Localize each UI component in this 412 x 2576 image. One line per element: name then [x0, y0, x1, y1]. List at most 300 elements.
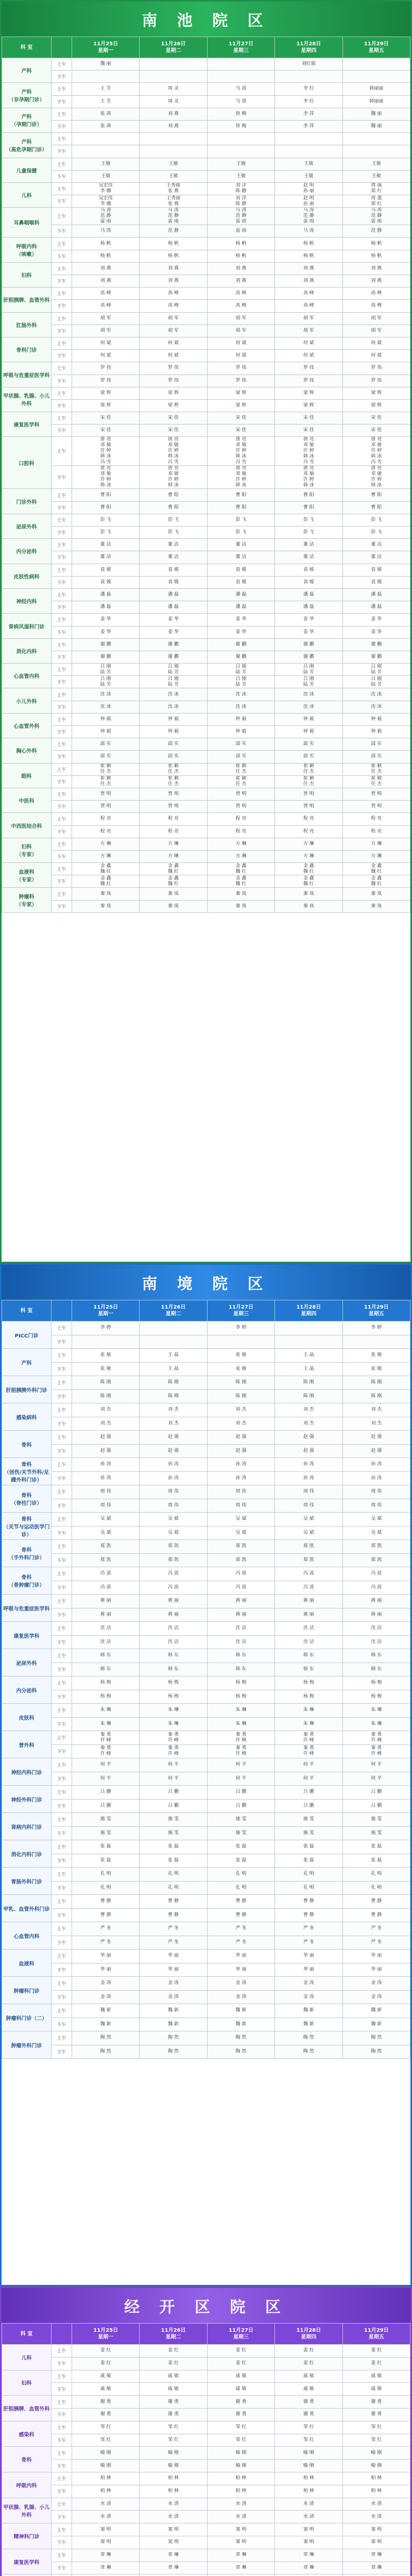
- doctor-cell: 胡 军: [140, 325, 207, 337]
- doctor-cell: 何 平: [140, 1772, 207, 1786]
- half-label: 上午: [52, 1813, 72, 1827]
- doctor-cell: 姜 红: [140, 2357, 207, 2370]
- doctor-cell: [275, 71, 342, 83]
- doctor-cell: 崔 颖 任 杰: [342, 763, 410, 775]
- half-label: 下午: [52, 1717, 72, 1731]
- doctor-cell: 马 涛: [275, 225, 342, 238]
- doctor-cell: 蒋 丽: [72, 1608, 140, 1622]
- half-label: 下午: [52, 1499, 72, 1513]
- half-label: 下午: [52, 1362, 72, 1376]
- doctor-cell: 刘 燕: [140, 120, 207, 132]
- doctor-cell: 何 斌: [342, 350, 410, 362]
- doctor-cell: [140, 1335, 207, 1349]
- table-row: [2, 2511, 410, 2523]
- table-row: [2, 1744, 410, 1758]
- doctor-cell: 潘 磊: [342, 601, 410, 614]
- doctor-cell: 韩 东: [207, 1649, 274, 1663]
- day-weekday: 星期四: [301, 1311, 317, 1317]
- doctor-cell: 潘 磊: [207, 601, 274, 614]
- table-row: [2, 238, 410, 250]
- table-row: [2, 1963, 410, 1977]
- column-header-half: [52, 37, 72, 58]
- dept-name: 妇科: [2, 2370, 52, 2396]
- half-label: 上午: [52, 489, 72, 501]
- doctor-cell: 陈 刚: [72, 1389, 140, 1403]
- doctor-cell: 张 磊: [342, 1854, 410, 1868]
- doctor-cell: 陶 然: [342, 2045, 410, 2059]
- doctor-cell: 刘 燕: [140, 108, 207, 120]
- doctor-cell: 陈 刚: [140, 1389, 207, 1403]
- column-header-day: [207, 1300, 274, 1321]
- doctor-cell: 董 洁: [342, 539, 410, 551]
- doctor-cell: 章 琳: [342, 2562, 410, 2574]
- table-row: [2, 801, 410, 813]
- doctor-cell: 曹 阳: [342, 489, 410, 501]
- dept-name: 骨科 （脊柱门诊）: [2, 1485, 52, 1513]
- table-row: [2, 1950, 410, 1963]
- doctor-cell: 吕 鹏: [275, 1799, 342, 1813]
- doctor-cell: 刘 杰: [342, 1403, 410, 1417]
- dept-name: 精神科门诊: [2, 2523, 52, 2549]
- day-date: 11月28日: [296, 1304, 321, 1310]
- doctor-cell: 戚 敏: [342, 2383, 410, 2396]
- doctor-cell: 刘红娟: [275, 58, 342, 71]
- doctor-cell: 彭 飞: [72, 527, 140, 539]
- doctor-cell: 贾 明: [72, 801, 140, 813]
- doctor-cell: 曹 静: [275, 1895, 342, 1909]
- doctor-cell: 喻 刚: [140, 2447, 207, 2460]
- half-label: 上午: [52, 1485, 72, 1499]
- doctor-cell: 胡 军: [72, 312, 140, 325]
- doctor-cell: 秦 岚: [140, 888, 207, 900]
- doctor-cell: 宋 佳: [72, 412, 140, 425]
- doctor-cell: 彭 飞: [140, 514, 207, 526]
- doctor-cell: 冯 波: [342, 1581, 410, 1595]
- half-label: 上午: [52, 638, 72, 651]
- doctor-cell: 张 磊: [342, 1840, 410, 1854]
- table-row: [2, 1977, 410, 1991]
- doctor-cell: 喻 刚: [72, 2460, 140, 2472]
- doctor-cell: 姜 华: [72, 626, 140, 638]
- half-label: 上午: [52, 564, 72, 576]
- doctor-cell: 吕 鹏: [342, 1799, 410, 1813]
- table-row: [2, 1786, 410, 1800]
- doctor-cell: 袁 媛: [207, 576, 274, 588]
- doctor-cell: 曹 阳: [140, 501, 207, 514]
- doctor-cell: 柏 林: [342, 2472, 410, 2485]
- doctor-cell: 吴 斌: [207, 1526, 274, 1540]
- doctor-cell: 邱 实: [140, 751, 207, 763]
- doctor-cell: 陶 然: [72, 2045, 140, 2059]
- doctor-cell: 罗 伟: [275, 362, 342, 375]
- doctor-cell: [140, 1321, 207, 1335]
- dept-name: 妇科 （专家）: [2, 838, 52, 862]
- doctor-cell: 李 萍: [275, 120, 342, 132]
- doctor-cell: [275, 1321, 342, 1335]
- doctor-cell: 彭 飞: [342, 527, 410, 539]
- doctor-cell: 邱 实: [342, 751, 410, 763]
- half-label: 上午: [52, 1349, 72, 1363]
- doctor-cell: 吕 刚 陆 芳: [275, 664, 342, 676]
- doctor-cell: 杨 梅: [72, 1676, 140, 1690]
- doctor-cell: 袁 媛: [342, 564, 410, 576]
- doctor-cell: 王敏: [275, 158, 342, 170]
- doctor-cell: 张 敏: [342, 1349, 410, 1363]
- column-header-day: [72, 1300, 140, 1321]
- doctor-cell: 严 冬: [72, 1922, 140, 1936]
- column-header-day: [140, 37, 207, 58]
- day-weekday: 星期一: [98, 2334, 114, 2340]
- half-label: 下午: [52, 676, 72, 688]
- doctor-cell: 梁 辉: [72, 399, 140, 412]
- doctor-cell: 潘 磊: [342, 588, 410, 601]
- doctor-cell: 姜 红: [140, 2345, 207, 2358]
- doctor-cell: 金 涛: [275, 1977, 342, 1991]
- doctor-cell: 吕 刚 陆 芳: [342, 676, 410, 688]
- doctor-cell: 杨 帆: [207, 250, 274, 262]
- half-label: 上午: [52, 437, 72, 466]
- dept-name: 泌尿外科: [2, 514, 52, 538]
- doctor-cell: 柏 林: [275, 2485, 342, 2498]
- doctor-cell: 曹 阳: [72, 489, 140, 501]
- doctor-cell: 贾 明: [140, 788, 207, 800]
- doctor-cell: 沈 冰: [72, 701, 140, 713]
- table-row: [2, 2408, 410, 2421]
- doctor-cell: 韩 东: [342, 1663, 410, 1676]
- table-row: [2, 1595, 410, 1608]
- doctor-cell: 华 丽: [207, 1963, 274, 1977]
- day-date: 11月28日: [296, 41, 321, 47]
- doctor-cell: 唐 亮 邓 敏 许 婷 韩 冰 冯 雪: [207, 437, 274, 466]
- dept-name: 门诊外科: [2, 489, 52, 514]
- table-row: [2, 133, 410, 145]
- doctor-cell: 杨 帆: [275, 250, 342, 262]
- doctor-cell: 谢 勇: [275, 2408, 342, 2421]
- half-label: 上午: [52, 182, 72, 195]
- doctor-cell: 姜 华: [140, 614, 207, 626]
- half-label: 上午: [52, 312, 72, 325]
- doctor-cell: [72, 133, 140, 145]
- doctor-cell: 沈 冰: [207, 688, 274, 701]
- doctor-cell: 谢 鹏: [140, 638, 207, 651]
- doctor-cell: 潘 磊: [140, 601, 207, 614]
- table-row: [2, 1663, 410, 1676]
- doctor-cell: 王敏: [72, 158, 140, 170]
- doctor-cell: 钟 毅: [342, 726, 410, 738]
- table-row: [2, 775, 410, 788]
- doctor-cell: 王敏: [342, 170, 410, 182]
- doctor-cell: 邹 红: [207, 2434, 274, 2447]
- table-row: [2, 1840, 410, 1854]
- doctor-cell: 秦 岚: [275, 900, 342, 912]
- table-row: [2, 1813, 410, 1827]
- half-label: 下午: [52, 825, 72, 838]
- half-label: 下午: [52, 501, 72, 514]
- doctor-cell: 刘 洋 陈 静: [207, 182, 274, 195]
- doctor-cell: 曹 阳: [72, 501, 140, 514]
- doctor-cell: 沈 洁: [342, 1622, 410, 1636]
- half-label: 上午: [52, 2345, 72, 2358]
- doctor-cell: 宋 佳: [140, 425, 207, 437]
- doctor-cell: 华 丽: [140, 1963, 207, 1977]
- dept-name: 肛肠外科: [2, 312, 52, 337]
- doctor-cell: 胡 军: [140, 312, 207, 325]
- doctor-cell: 华 丽: [72, 1950, 140, 1963]
- day-date: 11月29日: [364, 41, 389, 47]
- doctor-cell: [342, 145, 410, 158]
- half-label: 上午: [52, 588, 72, 601]
- doctor-cell: 张 磊: [275, 1854, 342, 1868]
- half-label: 下午: [52, 1663, 72, 1676]
- doctor-cell: 窦 明: [275, 2523, 342, 2536]
- doctor-cell: 李 婷: [342, 1321, 410, 1335]
- doctor-cell: 胡 军: [72, 325, 140, 337]
- dept-name: 儿童保健: [2, 158, 52, 182]
- doctor-cell: [140, 58, 207, 71]
- doctor-cell: 魏 丽: [342, 108, 410, 120]
- dept-name: 骨科 （手外科门诊）: [2, 1540, 52, 1567]
- doctor-cell: 华 丽: [342, 1950, 410, 1963]
- doctor-cell: 朱 琳: [140, 1704, 207, 1718]
- column-header-half: [52, 1300, 72, 1321]
- doctor-cell: 吕 刚 陆 芳: [72, 664, 140, 676]
- doctor-cell: 邹 红: [72, 2421, 140, 2434]
- doctor-cell: 孔 明: [207, 1868, 274, 1882]
- half-label: 上午: [52, 1704, 72, 1718]
- doctor-cell: 周 伟: [342, 1499, 410, 1513]
- doctor-cell: 杨 帆: [72, 238, 140, 250]
- table-row: [2, 1362, 410, 1376]
- half-label: 上午: [52, 2396, 72, 2409]
- doctor-cell: [342, 71, 410, 83]
- half-label: 下午: [52, 751, 72, 763]
- doctor-cell: 罗 伟: [140, 362, 207, 375]
- doctor-cell: 宋 佳: [207, 412, 274, 425]
- doctor-cell: 邹 红: [275, 2421, 342, 2434]
- table-row: [2, 1772, 410, 1786]
- table-row: [2, 1349, 410, 1363]
- doctor-cell: 魏 新: [72, 2018, 140, 2031]
- table-row: [2, 2004, 410, 2018]
- half-label: 上午: [52, 614, 72, 626]
- dept-name: 甲状腺、乳腺、小儿外科: [2, 387, 52, 412]
- half-label: 上午: [52, 1868, 72, 1882]
- half-label: 上午: [52, 58, 72, 71]
- doctor-cell: 梁 辉: [207, 399, 274, 412]
- doctor-cell: 孔 明: [275, 1868, 342, 1882]
- doctor-cell: 姜 红: [72, 2345, 140, 2358]
- half-label: 下午: [52, 576, 72, 588]
- doctor-cell: 秦 勇 许 峰: [72, 1744, 140, 1758]
- dept-name: 普外科: [2, 1731, 52, 1758]
- doctor-cell: 孙 涛: [140, 1458, 207, 1472]
- doctor-cell: 沈 冰: [140, 688, 207, 701]
- doctor-cell: 孙 涛: [275, 1471, 342, 1485]
- doctor-cell: 张 磊: [72, 1854, 140, 1868]
- doctor-cell: 刘 燕: [207, 275, 274, 287]
- doctor-cell: 窦 明: [140, 2523, 207, 2536]
- half-label: 上午: [52, 1786, 72, 1800]
- doctor-cell: 方 琳: [140, 838, 207, 850]
- campus-section-jingkaiqu: [0, 2286, 412, 2576]
- doctor-cell: 秦 岚: [207, 900, 274, 912]
- doctor-cell: 崔 颖 任 杰: [140, 763, 207, 775]
- doctor-cell: 钟 毅: [72, 713, 140, 725]
- doctor-cell: 杨 梅: [207, 1690, 274, 1704]
- doctor-cell: 何 斌: [72, 337, 140, 349]
- day-weekday: 星期二: [165, 1311, 181, 1317]
- doctor-cell: 谢 勇: [140, 2396, 207, 2409]
- doctor-cell: 刘 燕: [140, 275, 207, 287]
- doctor-cell: 郑 凯: [140, 1553, 207, 1567]
- doctor-cell: 魏 新: [342, 2004, 410, 2018]
- doctor-cell: 谢 鹏: [140, 651, 207, 663]
- half-label: 上午: [52, 539, 72, 551]
- table-row: [2, 1758, 410, 1772]
- doctor-cell: 窦 明: [72, 2523, 140, 2536]
- doctor-cell: 朱 琳: [342, 1704, 410, 1718]
- doctor-cell: 马 涛: [72, 225, 140, 238]
- table-row: [2, 1540, 410, 1554]
- doctor-cell: 陈 刚: [275, 1389, 342, 1403]
- doctor-cell: 邱 实: [72, 751, 140, 763]
- doctor-cell: 魏 新: [207, 2004, 274, 2018]
- doctor-cell: 吴 斌: [72, 1513, 140, 1527]
- doctor-cell: 柏 林: [72, 2485, 140, 2498]
- doctor-cell: 贾 明: [72, 788, 140, 800]
- doctor-cell: 李 红: [275, 83, 342, 95]
- half-label: 下午: [52, 225, 72, 238]
- doctor-cell: 杨 梅: [140, 1690, 207, 1704]
- doctor-cell: 沈 洁: [140, 1635, 207, 1649]
- header-row: [2, 2324, 410, 2345]
- day-date: 11月29日: [364, 2328, 389, 2333]
- doctor-cell: 刘 燕: [140, 262, 207, 275]
- doctor-cell: 沈 洁: [275, 1635, 342, 1649]
- doctor-cell: 韩 东: [140, 1663, 207, 1676]
- half-label: 上午: [52, 2472, 72, 2485]
- half-label: 下午: [52, 1690, 72, 1704]
- doctor-cell: 魏 新: [275, 2018, 342, 2031]
- doctor-cell: 王 晶: [140, 1362, 207, 1376]
- doctor-cell: 罗 伟: [207, 375, 274, 387]
- half-label: 下午: [52, 626, 72, 638]
- doctor-cell: 冯 波: [140, 1567, 207, 1581]
- doctor-cell: 谢 鹏: [72, 638, 140, 651]
- doctor-cell: 水 清: [207, 2511, 274, 2523]
- half-label: 上午: [52, 1950, 72, 1963]
- half-label: 上午: [52, 1595, 72, 1608]
- half-label: 上午: [52, 2370, 72, 2383]
- doctor-cell: 金 涛: [207, 1990, 274, 2004]
- doctor-cell: 高 峰: [140, 300, 207, 312]
- doctor-cell: 吕 刚 陆 芳: [207, 676, 274, 688]
- doctor-cell: 刘 燕: [342, 275, 410, 287]
- doctor-cell: 孔 明: [140, 1881, 207, 1895]
- doctor-cell: 姜 华: [342, 614, 410, 626]
- doctor-cell: 何 斌: [207, 337, 274, 349]
- doctor-cell: 曹 静: [207, 1908, 274, 1922]
- half-label: 上午: [52, 2421, 72, 2434]
- doctor-cell: 王敏: [72, 170, 140, 182]
- doctor-cell: 冯 波: [207, 1581, 274, 1595]
- doctor-cell: 严 冬: [207, 1936, 274, 1950]
- doctor-cell: 蒋 丽: [140, 1608, 207, 1622]
- half-label: 下午: [52, 527, 72, 539]
- doctor-cell: 金 鑫 魏 红: [207, 875, 274, 888]
- doctor-cell: 施 雯: [275, 1813, 342, 1827]
- doctor-cell: 马 茵: [207, 95, 274, 108]
- doctor-cell: 程 亮: [207, 813, 274, 825]
- table-row: [2, 325, 410, 337]
- doctor-cell: 冯 波: [72, 1567, 140, 1581]
- doctor-cell: 朱 琳: [72, 1704, 140, 1718]
- table-row: [2, 664, 410, 676]
- doctor-cell: 赵 明 孙 丽: [275, 182, 342, 195]
- doctor-cell: 方 琳: [275, 850, 342, 862]
- doctor-cell: [72, 71, 140, 83]
- doctor-cell: 窦 明: [140, 2536, 207, 2549]
- doctor-cell: 姜 华: [275, 626, 342, 638]
- table-row: [2, 701, 410, 713]
- doctor-cell: 沈 洁: [342, 1635, 410, 1649]
- table-row: [2, 501, 410, 514]
- table-row: [2, 95, 410, 108]
- half-label: 上午: [52, 1376, 72, 1390]
- doctor-cell: 刘 杰: [207, 1417, 274, 1431]
- doctor-cell: 谢 勇: [207, 2396, 274, 2409]
- doctor-cell: 谢 勇: [72, 2396, 140, 2409]
- doctor-cell: 戚 敏: [275, 2370, 342, 2383]
- doctor-cell: 周 伟: [140, 1485, 207, 1499]
- doctor-cell: 方 琳: [275, 838, 342, 850]
- doctor-cell: 姜 红: [275, 2345, 342, 2358]
- doctor-cell: 谢 鹏: [72, 651, 140, 663]
- half-label: 上午: [52, 133, 72, 145]
- doctor-cell: 袁 媛: [275, 576, 342, 588]
- doctor-cell: 郑 凯: [275, 1553, 342, 1567]
- dept-name: 肝胆胰脾、血管外科: [2, 287, 52, 312]
- doctor-cell: 金 涛: [72, 1990, 140, 2004]
- doctor-cell: 赵 强: [207, 1444, 274, 1458]
- table-row: [2, 788, 410, 800]
- doctor-cell: 韩丽丽: [342, 83, 410, 95]
- table-row: [2, 83, 410, 95]
- doctor-cell: 秦 勇 许 峰: [207, 1744, 274, 1758]
- half-label: 下午: [52, 1417, 72, 1431]
- doctor-cell: 唐 亮 邓 敏 许 婷 韩 冰: [207, 466, 274, 489]
- doctor-cell: 水 清: [72, 2511, 140, 2523]
- doctor-cell: 窦 明: [342, 2523, 410, 2536]
- doctor-cell: 曹 阳: [275, 501, 342, 514]
- doctor-cell: [275, 1335, 342, 1349]
- doctor-cell: 谢 勇: [342, 2396, 410, 2409]
- dept-name: 内分泌科: [2, 1676, 52, 1704]
- doctor-cell: 周 灵: [140, 95, 207, 108]
- half-label: 下午: [52, 2408, 72, 2421]
- doctor-cell: 水 清: [275, 2511, 342, 2523]
- table-row: [2, 2018, 410, 2031]
- table-row: [2, 551, 410, 564]
- doctor-cell: 陈 刚: [72, 1376, 140, 1390]
- table-row: [2, 1676, 410, 1690]
- doctor-cell: [140, 133, 207, 145]
- doctor-cell: 唐 亮 邓 敏 许 婷 韩 冰 冯 雪: [342, 437, 410, 466]
- doctor-cell: 曹 阳: [207, 501, 274, 514]
- doctor-cell: 水 清: [140, 2498, 207, 2511]
- table-row: [2, 489, 410, 501]
- half-label: 上午: [52, 2523, 72, 2536]
